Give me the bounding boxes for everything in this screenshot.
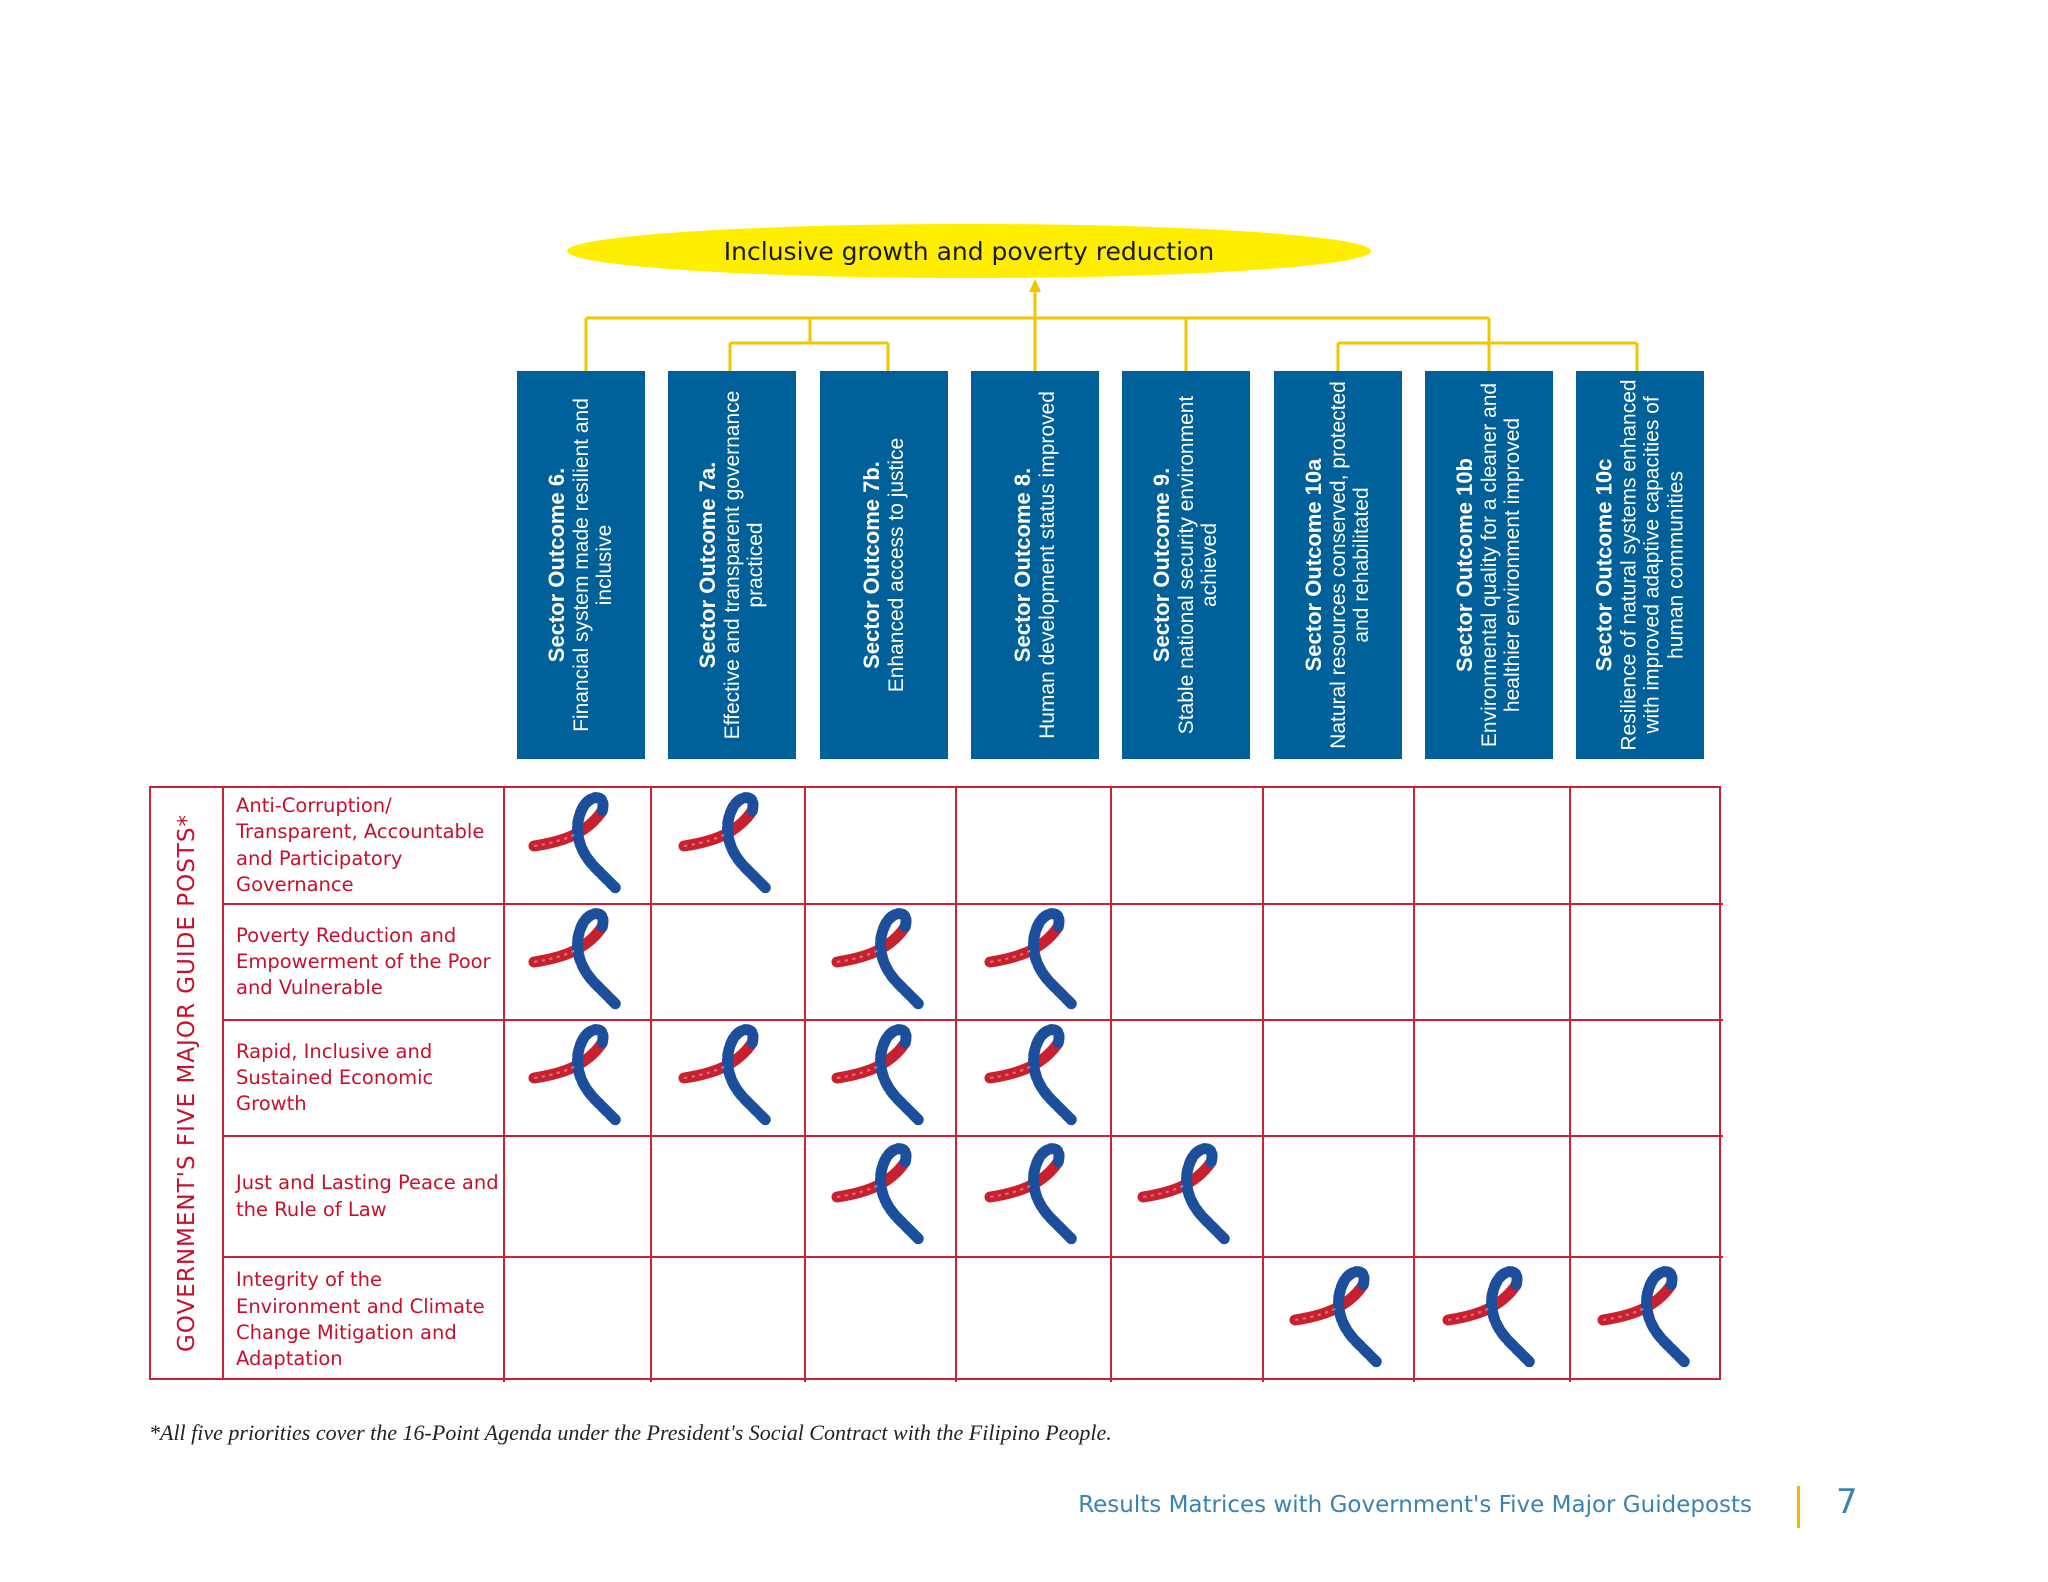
matrix-cell xyxy=(1415,1137,1571,1258)
matrix-cell xyxy=(1571,905,1723,1021)
sector-outcome-title: Sector Outcome 6. xyxy=(544,467,570,663)
footer-title: Results Matrices with Government's Five Major Guideposts xyxy=(1078,1492,1752,1518)
guidepost-label-text: Integrity of the Environment and Climate Change Mitigation and Adaptation xyxy=(236,1268,485,1371)
sector-outcome-title: Sector Outcome 8. xyxy=(1009,467,1035,663)
sector-outcome-title: Sector Outcome 10b xyxy=(1452,458,1478,672)
ribbon-icon xyxy=(978,1142,1090,1252)
matrix-cell xyxy=(957,1137,1112,1258)
matrix-cell xyxy=(1571,788,1723,905)
goal-label: Inclusive growth and poverty reduction xyxy=(723,236,1215,266)
matrix-cell xyxy=(806,1021,957,1137)
sector-outcome-title: Sector Outcome 7b. xyxy=(858,461,884,669)
matrix-cell xyxy=(505,1258,652,1382)
matrix-cell xyxy=(652,1258,806,1382)
guidepost-label-text: Anti-Corruption/ Transparent, Accountable and Participatory Governance xyxy=(236,793,485,896)
sector-outcome-title: Sector Outcome 10a xyxy=(1301,458,1327,672)
matrix-cell xyxy=(1112,788,1264,905)
matrix-cell xyxy=(1112,905,1264,1021)
matrix-cell xyxy=(806,1258,957,1382)
sector-outcome-description: Human development status improved xyxy=(1035,391,1059,739)
guidepost-label-text: Just and Lasting Peace and the Rule of Law xyxy=(236,1171,499,1221)
matrix-cell xyxy=(1264,1258,1415,1382)
ribbon-icon xyxy=(978,907,1090,1017)
matrix-cell xyxy=(957,905,1112,1021)
matrix-cell xyxy=(806,788,957,905)
sector-outcome-box xyxy=(1425,371,1553,759)
matrix-cell xyxy=(1415,905,1571,1021)
sector-outcome-box xyxy=(1576,371,1704,759)
matrix-cell xyxy=(957,788,1112,905)
ribbon-icon xyxy=(1131,1142,1243,1252)
matrix-cell xyxy=(652,788,806,905)
matrix-cell xyxy=(957,1021,1112,1137)
guidepost-row-label xyxy=(224,1137,505,1258)
matrix-cell xyxy=(505,1021,652,1137)
guideposts-side-label xyxy=(151,788,224,1378)
matrix-cell xyxy=(505,788,652,905)
matrix-cell xyxy=(1264,1021,1415,1137)
guidepost-matrix xyxy=(149,786,1721,1380)
matrix-cell xyxy=(1112,1258,1264,1382)
guidepost-label-text: Rapid, Inclusive and Sustained Economic Growth xyxy=(236,1039,434,1116)
footer-divider xyxy=(1797,1486,1800,1528)
sector-outcome-box xyxy=(517,371,645,759)
matrix-cell xyxy=(806,1137,957,1258)
matrix-cell xyxy=(1571,1258,1723,1382)
ribbon-icon xyxy=(1591,1265,1703,1375)
guidepost-row-label xyxy=(224,788,505,905)
sector-outcome-box xyxy=(1122,371,1250,759)
ribbon-icon xyxy=(672,791,784,901)
sector-outcome-description: Environmental quality for a cleaner and healthier environment improved xyxy=(1477,382,1525,748)
matrix-cell xyxy=(1415,1258,1571,1382)
matrix-cell xyxy=(1264,1137,1415,1258)
matrix-cell xyxy=(1264,905,1415,1021)
ribbon-icon xyxy=(672,1023,784,1133)
sector-outcome-description: Financial system made resilient and inclusive xyxy=(569,398,617,732)
goal-ellipse xyxy=(567,224,1371,278)
sector-outcome-title: Sector Outcome 10c xyxy=(1591,458,1617,672)
footnote: *All five priorities cover the 16-Point Agenda under the President's Social Contract with the Filipino People. xyxy=(149,1420,1112,1445)
sector-outcome-description: Stable national security environment achieved xyxy=(1174,395,1222,735)
sector-outcome-description: Enhanced access to justice xyxy=(884,437,908,693)
ribbon-icon xyxy=(522,1023,634,1133)
sector-outcome-description: Natural resources conserved, protected and rehabilitated xyxy=(1326,381,1374,749)
guideposts-side-label-text: GOVERNMENT'S FIVE MAJOR GUIDE POSTS* xyxy=(173,814,200,1352)
matrix-cell xyxy=(1415,1021,1571,1137)
ribbon-icon xyxy=(825,907,937,1017)
matrix-cell xyxy=(652,905,806,1021)
sector-outcome-description: Resilience of natural systems enhanced with improved adaptive capacities of human communities xyxy=(1617,379,1688,751)
sector-outcome-box xyxy=(1274,371,1402,759)
ribbon-icon xyxy=(1436,1265,1548,1375)
matrix-cell xyxy=(652,1021,806,1137)
matrix-cell xyxy=(1112,1021,1264,1137)
ribbon-icon xyxy=(825,1023,937,1133)
matrix-cell xyxy=(652,1137,806,1258)
matrix-cell xyxy=(1112,1137,1264,1258)
matrix-cell xyxy=(1415,788,1571,905)
page-number: 7 xyxy=(1836,1482,1858,1522)
matrix-cell xyxy=(1264,788,1415,905)
sector-outcome-title: Sector Outcome 9. xyxy=(1149,467,1175,663)
matrix-cell xyxy=(1571,1137,1723,1258)
matrix-cell xyxy=(1571,1021,1723,1137)
ribbon-icon xyxy=(978,1023,1090,1133)
sector-outcome-description: Effective and transparent governance practiced xyxy=(720,390,768,740)
guidepost-row-label xyxy=(224,905,505,1021)
ribbon-icon xyxy=(522,907,634,1017)
sector-outcome-box xyxy=(820,371,948,759)
ribbon-icon xyxy=(522,791,634,901)
matrix-cell xyxy=(957,1258,1112,1382)
sector-outcome-box xyxy=(668,371,796,759)
sector-outcome-title: Sector Outcome 7a. xyxy=(695,461,721,669)
sector-outcome-box xyxy=(971,371,1099,759)
ribbon-icon xyxy=(825,1142,937,1252)
matrix-cell xyxy=(505,1137,652,1258)
matrix-cell xyxy=(806,905,957,1021)
matrix-cell xyxy=(505,905,652,1021)
guidepost-row-label xyxy=(224,1258,505,1382)
guidepost-row-label xyxy=(224,1021,505,1137)
arrow-up-icon xyxy=(1029,279,1041,292)
ribbon-icon xyxy=(1283,1265,1395,1375)
guidepost-label-text: Poverty Reduction and Empowerment of the Poor and Vulnerable xyxy=(236,923,491,1000)
